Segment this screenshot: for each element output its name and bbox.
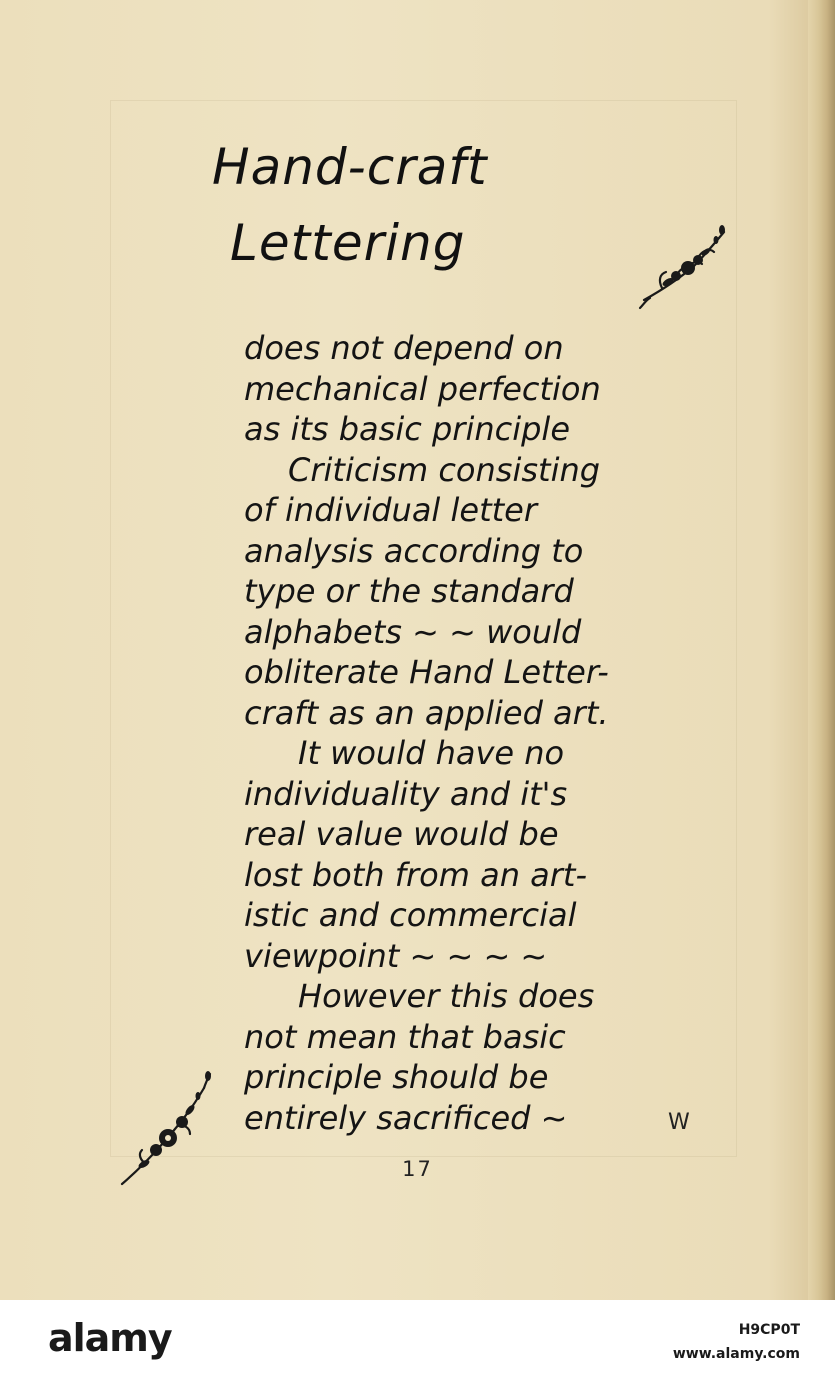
body-line: mechanical perfection	[244, 369, 601, 408]
title-line-2: Lettering	[230, 214, 466, 272]
body-line: However this does	[298, 977, 595, 1015]
body-line: obliterate Hand Letter-	[244, 653, 609, 691]
page-number: 17	[402, 1157, 433, 1181]
body-line: lost both from an art-	[244, 855, 588, 894]
body-line: Criticism consisting	[288, 450, 601, 489]
body-text	[244, 328, 609, 1138]
body-line: alphabets ~ ~ would	[244, 612, 582, 651]
page-edge	[808, 0, 835, 1300]
body-line: not mean that basic	[244, 1017, 566, 1056]
body-line: analysis according to	[244, 531, 584, 570]
body-line: does not depend on	[244, 329, 564, 367]
body-line: principle should be	[244, 1058, 549, 1096]
body-line: viewpoint ~ ~ ~ ~	[244, 936, 548, 975]
body-line: of individual letter	[244, 491, 537, 529]
footer-logo: alamy	[48, 1316, 172, 1360]
body-line: craft as an applied art.	[244, 693, 609, 732]
body-line: as its basic principle	[244, 410, 570, 448]
monogram: W	[668, 1110, 690, 1135]
title-line-1: Hand-craft	[212, 138, 488, 196]
body-line: type or the standard	[244, 572, 574, 610]
body-line: individuality and it's	[244, 774, 568, 813]
body-line: real value would be	[244, 815, 559, 853]
floral-sprig-icon	[632, 218, 732, 318]
body-line: istic and commercial	[244, 896, 577, 934]
body-line: entirely sacrificed ~	[244, 1098, 568, 1137]
footer-image-id: H9CP0T	[738, 1322, 800, 1338]
footer-url: www.alamy.com	[672, 1346, 800, 1362]
body-line: It would have no	[298, 734, 565, 772]
